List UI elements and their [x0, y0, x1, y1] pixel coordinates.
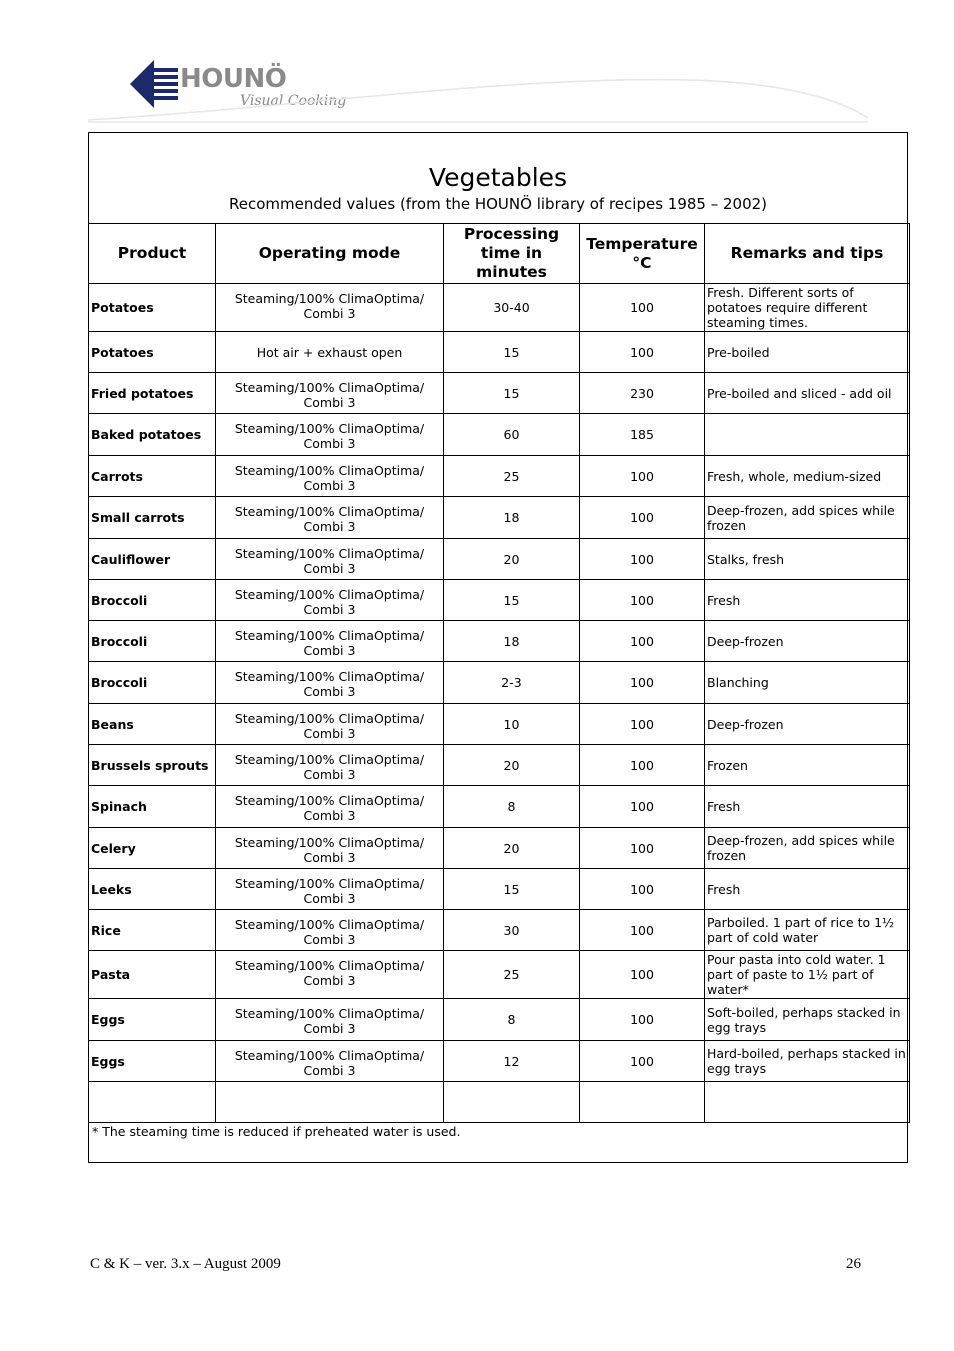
remarks-cell: Stalks, fresh	[705, 539, 910, 580]
operating-mode-line: Steaming/100% ClimaOptima/	[234, 587, 425, 602]
operating-mode-line: Combi 3	[303, 891, 356, 906]
footer-version: C & K – ver. 3.x – August 2009	[90, 1256, 281, 1272]
product-cell: Carrots	[89, 456, 216, 497]
column-header-product: Product	[89, 224, 216, 284]
table-row	[89, 497, 910, 539]
operating-mode-line: Combi 3	[303, 436, 356, 451]
operating-mode-line: Steaming/100% ClimaOptima/	[234, 835, 425, 850]
operating-mode-cell	[216, 497, 444, 539]
operating-mode-cell	[216, 786, 444, 828]
operating-mode-cell	[216, 456, 444, 497]
remarks-cell	[705, 414, 910, 456]
operating-mode-cell	[216, 373, 444, 414]
product-cell: Broccoli	[89, 662, 216, 704]
temperature-cell: 100	[580, 332, 705, 373]
table-row	[89, 999, 910, 1041]
temperature-cell: 100	[580, 456, 705, 497]
table-row	[89, 828, 910, 869]
operating-mode-cell	[216, 580, 444, 621]
product-cell: Broccoli	[89, 621, 216, 662]
processing-time-cell: 15	[444, 580, 580, 621]
operating-mode-line: Steaming/100% ClimaOptima/	[234, 1048, 425, 1063]
operating-mode-line: Steaming/100% ClimaOptima/	[234, 380, 425, 395]
operating-mode-line: Steaming/100% ClimaOptima/	[234, 504, 425, 519]
operating-mode-cell	[216, 284, 444, 332]
operating-mode-line: Steaming/100% ClimaOptima/	[234, 958, 425, 973]
page-title: Vegetables	[428, 163, 568, 192]
table-row	[89, 373, 910, 414]
table-row	[89, 580, 910, 621]
operating-mode-line: Steaming/100% ClimaOptima/	[234, 546, 425, 561]
table-row	[89, 869, 910, 910]
temperature-cell: 230	[580, 373, 705, 414]
operating-mode-line: Hot air + exhaust open	[256, 344, 403, 360]
remarks-cell: Hard-boiled, perhaps stacked in egg trays	[705, 1041, 910, 1082]
operating-mode-line: Steaming/100% ClimaOptima/	[234, 291, 425, 306]
table-row	[89, 786, 910, 828]
operating-mode-line: Combi 3	[303, 1063, 356, 1078]
operating-mode-cell	[216, 999, 444, 1041]
operating-mode-line: Combi 3	[303, 808, 356, 823]
temperature-cell: 100	[580, 1041, 705, 1082]
operating-mode-line: Combi 3	[303, 561, 356, 576]
operating-mode-line: Combi 3	[303, 478, 356, 493]
operating-mode-line: Steaming/100% ClimaOptima/	[234, 669, 425, 684]
product-cell: Broccoli	[89, 580, 216, 621]
empty-cell	[216, 1082, 444, 1123]
product-cell: Celery	[89, 828, 216, 869]
table-row	[89, 621, 910, 662]
product-cell: Potatoes	[89, 284, 216, 332]
operating-mode-line: Steaming/100% ClimaOptima/	[234, 793, 425, 808]
product-cell: Spinach	[89, 786, 216, 828]
product-cell: Fried potatoes	[89, 373, 216, 414]
operating-mode-line: Combi 3	[303, 643, 356, 658]
table-row	[89, 1041, 910, 1082]
product-cell: Pasta	[89, 951, 216, 999]
operating-mode-line: Combi 3	[303, 306, 356, 321]
processing-time-cell: 30-40	[444, 284, 580, 332]
empty-cell	[89, 1082, 216, 1123]
operating-mode-cell	[216, 539, 444, 580]
temperature-cell: 100	[580, 786, 705, 828]
processing-time-cell: 60	[444, 414, 580, 456]
footnote: * The steaming time is reduced if preheated water is used.	[92, 1124, 461, 1139]
temperature-cell: 100	[580, 284, 705, 332]
processing-time-cell: 30	[444, 910, 580, 951]
product-cell: Eggs	[89, 999, 216, 1041]
table-row	[89, 332, 910, 373]
operating-mode-cell	[216, 910, 444, 951]
processing-time-cell: 12	[444, 1041, 580, 1082]
product-cell: Rice	[89, 910, 216, 951]
processing-time-cell: 8	[444, 999, 580, 1041]
operating-mode-line: Combi 3	[303, 932, 356, 947]
table-row	[89, 704, 910, 745]
temperature-cell: 100	[580, 497, 705, 539]
temperature-cell: 100	[580, 745, 705, 786]
operating-mode-line: Steaming/100% ClimaOptima/	[234, 752, 425, 767]
remarks-cell: Deep-frozen	[705, 621, 910, 662]
column-header-temperature: Temperature °C	[580, 224, 705, 284]
operating-mode-line: Combi 3	[303, 602, 356, 617]
table-row	[89, 284, 910, 332]
page-subtitle: Recommended values (from the HOUNÖ library of recipes 1985 – 2002)	[228, 195, 768, 213]
operating-mode-line: Steaming/100% ClimaOptima/	[234, 711, 425, 726]
operating-mode-line: Combi 3	[303, 767, 356, 782]
product-cell: Baked potatoes	[89, 414, 216, 456]
operating-mode-cell	[216, 662, 444, 704]
logo-tagline: Visual Cooking	[240, 93, 347, 109]
table-row	[89, 951, 910, 999]
column-header-remarks: Remarks and tips	[705, 224, 910, 284]
operating-mode-line: Steaming/100% ClimaOptima/	[234, 463, 425, 478]
product-cell: Cauliflower	[89, 539, 216, 580]
remarks-cell: Parboiled. 1 part of rice to 1½ part of cold water	[705, 910, 910, 951]
empty-cell	[444, 1082, 580, 1123]
temperature-cell: 100	[580, 910, 705, 951]
operating-mode-cell	[216, 828, 444, 869]
empty-table-row	[89, 1082, 910, 1123]
table-row	[89, 745, 910, 786]
remarks-cell: Pour pasta into cold water. 1 part of paste to 1½ part of water*	[705, 951, 910, 999]
processing-time-cell: 25	[444, 951, 580, 999]
operating-mode-line: Steaming/100% ClimaOptima/	[234, 628, 425, 643]
operating-mode-cell	[216, 621, 444, 662]
operating-mode-line: Combi 3	[303, 395, 356, 410]
processing-time-cell: 15	[444, 332, 580, 373]
column-header-operating-mode: Operating mode	[216, 224, 444, 284]
temperature-cell: 100	[580, 580, 705, 621]
processing-time-cell: 20	[444, 539, 580, 580]
product-cell: Small carrots	[89, 497, 216, 539]
remarks-cell: Blanching	[705, 662, 910, 704]
operating-mode-line: Steaming/100% ClimaOptima/	[234, 1006, 425, 1021]
table-row	[89, 910, 910, 951]
table-row	[89, 414, 910, 456]
temperature-cell: 100	[580, 828, 705, 869]
vegetables-frame	[88, 132, 908, 1163]
temperature-cell: 185	[580, 414, 705, 456]
product-cell: Eggs	[89, 1041, 216, 1082]
processing-time-cell: 2-3	[444, 662, 580, 704]
remarks-cell: Pre-boiled and sliced - add oil	[705, 373, 910, 414]
operating-mode-line: Steaming/100% ClimaOptima/	[234, 876, 425, 891]
operating-mode-cell	[216, 951, 444, 999]
operating-mode-cell	[216, 414, 444, 456]
remarks-cell: Fresh, whole, medium-sized	[705, 456, 910, 497]
table-row	[89, 456, 910, 497]
temperature-cell: 100	[580, 662, 705, 704]
remarks-cell: Fresh. Different sorts of potatoes require different steaming times.	[705, 284, 910, 332]
table-body	[89, 284, 910, 1123]
empty-cell	[705, 1082, 910, 1123]
remarks-cell: Deep-frozen	[705, 704, 910, 745]
processing-time-cell: 25	[444, 456, 580, 497]
table-row	[89, 539, 910, 580]
temperature-cell: 100	[580, 539, 705, 580]
temperature-cell: 100	[580, 704, 705, 745]
operating-mode-cell	[216, 1041, 444, 1082]
operating-mode-cell	[216, 332, 444, 373]
operating-mode-line: Combi 3	[303, 684, 356, 699]
operating-mode-cell	[216, 745, 444, 786]
header-swoosh-decoration	[88, 78, 868, 124]
operating-mode-cell	[216, 869, 444, 910]
product-cell: Beans	[89, 704, 216, 745]
processing-time-cell: 8	[444, 786, 580, 828]
remarks-cell: Soft-boiled, perhaps stacked in egg trays	[705, 999, 910, 1041]
processing-time-cell: 15	[444, 869, 580, 910]
processing-time-cell: 18	[444, 497, 580, 539]
temperature-cell: 100	[580, 951, 705, 999]
remarks-cell: Fresh	[705, 580, 910, 621]
product-cell: Potatoes	[89, 332, 216, 373]
remarks-cell: Deep-frozen, add spices while frozen	[705, 828, 910, 869]
remarks-cell: Fresh	[705, 869, 910, 910]
processing-time-cell: 20	[444, 828, 580, 869]
remarks-cell: Fresh	[705, 786, 910, 828]
table-header-row	[89, 224, 910, 284]
operating-mode-line: Combi 3	[303, 973, 356, 988]
empty-cell	[580, 1082, 705, 1123]
remarks-cell: Pre-boiled	[705, 332, 910, 373]
logo-brand: HOUNÖ	[180, 64, 287, 94]
operating-mode-line: Combi 3	[303, 519, 356, 534]
processing-time-cell: 18	[444, 621, 580, 662]
operating-mode-line: Steaming/100% ClimaOptima/	[234, 917, 425, 932]
vegetables-table	[88, 223, 910, 1123]
product-cell: Brussels sprouts	[89, 745, 216, 786]
operating-mode-cell	[216, 704, 444, 745]
table-row	[89, 662, 910, 704]
operating-mode-line: Combi 3	[303, 726, 356, 741]
processing-time-cell: 15	[444, 373, 580, 414]
processing-time-cell: 20	[444, 745, 580, 786]
temperature-cell: 100	[580, 999, 705, 1041]
operating-mode-line: Steaming/100% ClimaOptima/	[234, 421, 425, 436]
temperature-cell: 100	[580, 869, 705, 910]
product-cell: Leeks	[89, 869, 216, 910]
page-number: 26	[846, 1256, 861, 1272]
processing-time-cell: 10	[444, 704, 580, 745]
column-header-processing-time: Processing time in minutes	[444, 224, 580, 284]
temperature-cell: 100	[580, 621, 705, 662]
operating-mode-line: Combi 3	[303, 1021, 356, 1036]
operating-mode-line: Combi 3	[303, 850, 356, 865]
remarks-cell: Frozen	[705, 745, 910, 786]
remarks-cell: Deep-frozen, add spices while frozen	[705, 497, 910, 539]
